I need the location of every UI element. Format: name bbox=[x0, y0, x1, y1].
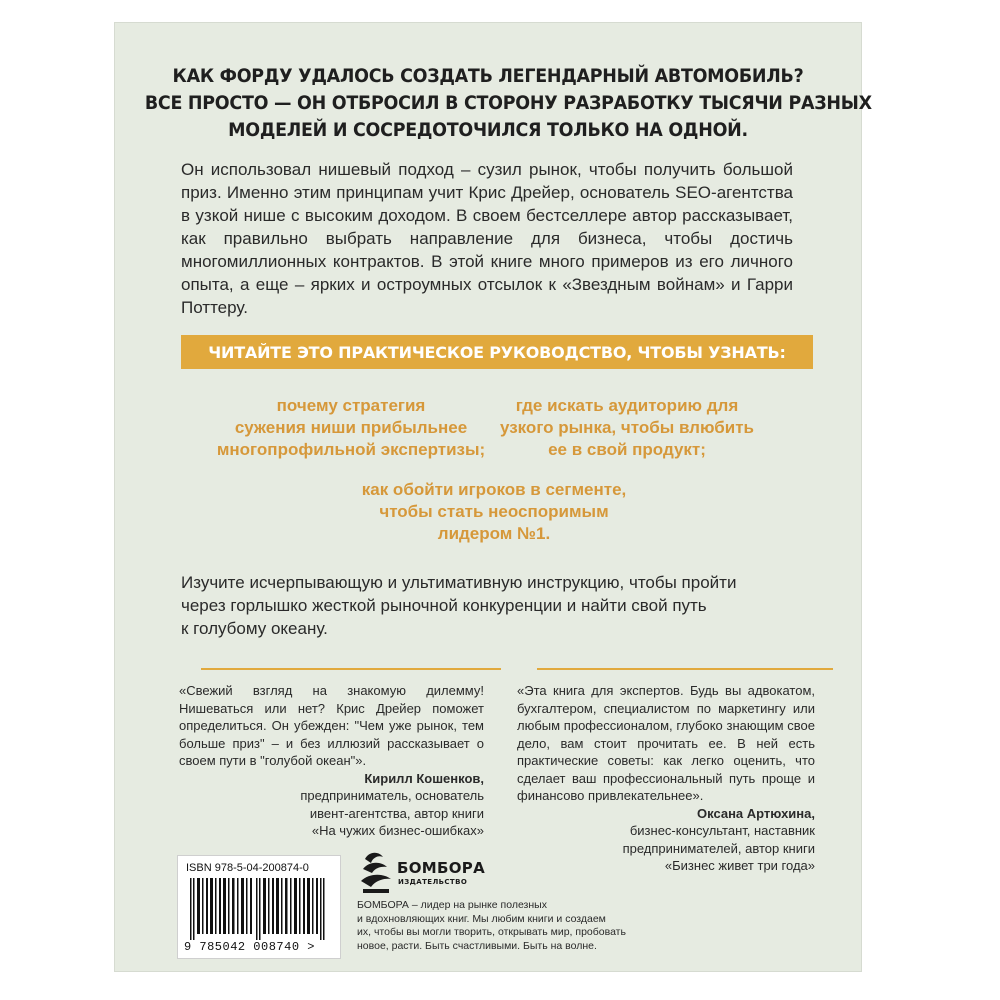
key-point-line: почему стратегия bbox=[276, 396, 426, 415]
key-point-line: чтобы стать неоспоримым bbox=[379, 502, 609, 521]
review-author: Кирилл Кошенков, bbox=[364, 770, 484, 786]
role-line: предпринимателей, автор книги bbox=[622, 840, 815, 856]
role-line: ивент-агентства, автор книги bbox=[309, 805, 484, 821]
headline-line: КАК ФОРДУ УДАЛОСЬ СОЗДАТЬ ЛЕГЕНДАРНЫЙ АВТОМОБИЛЬ? bbox=[172, 65, 804, 87]
review bbox=[179, 682, 484, 840]
role-line: предприниматель, основатель bbox=[300, 788, 484, 803]
intro-paragraph: Он использовал нишевый подход – сузил рынок, чтобы получить большой приз. Именно этим принципам учит Крис Дрейер, основатель SEO-агентства в узкой нише с высоким доходом. В своем бестселлере автор рассказывает, как правильно выбрать направление для бизнеса, чтобы достичь многомиллионных контрактов. В этой книге много примеров из его личного опыта, а еще – ярких и остроумных отсылок к «Звездным войнам» и Гарри Поттеру. bbox=[181, 160, 793, 317]
key-point-line: многопрофильной экспертизы; bbox=[216, 440, 486, 459]
key-point-line: ее в свой продукт; bbox=[548, 440, 706, 459]
review-author-role bbox=[179, 787, 484, 840]
outro-paragraph bbox=[181, 571, 821, 640]
banner-text: ЧИТАЙТЕ ЭТО ПРАКТИЧЕСКОЕ РУКОВОДСТВО, ЧТОБЫ УЗНАТЬ: bbox=[208, 342, 786, 362]
barcode-number: 9 785042 008740 > bbox=[184, 940, 315, 954]
review bbox=[517, 682, 815, 875]
review-author: Оксана Артюхина, bbox=[697, 805, 815, 821]
key-point-line: лидером №1. bbox=[437, 524, 551, 543]
key-point-line: где искать аудиторию для bbox=[515, 396, 739, 415]
key-point-line: как обойти игроков в сегменте, bbox=[361, 480, 627, 499]
barcode-bars bbox=[186, 878, 334, 940]
role-line: «Бизнес живет три года» bbox=[664, 858, 815, 873]
outro-line: Изучите исчерпывающую и ультимативную инструкцию, чтобы пройти bbox=[181, 573, 737, 592]
publisher-line: новое, расти. Быть счастливыми. Быть на волне. bbox=[357, 939, 597, 952]
headline-line: МОДЕЛЕЙ И СОСРЕДОТОЧИЛСЯ ТОЛЬКО НА ОДНОЙ. bbox=[228, 119, 748, 141]
publisher-line: и вдохновляющих книг. Мы любим книги и создаем bbox=[357, 912, 606, 925]
publisher-line: их, чтобы вы могли творить, открывать мир, пробовать bbox=[357, 926, 626, 938]
publisher-logo bbox=[357, 849, 497, 899]
review-author-role bbox=[517, 822, 815, 875]
headline bbox=[144, 63, 872, 144]
logo-subtitle: ИЗДАТЕЛЬСТВО bbox=[398, 878, 468, 886]
publisher-description bbox=[357, 899, 637, 953]
review-quote: «Свежий взгляд на знакомую дилемму! Нишеваться или нет? Крис Дрейер поможет определиться. Он убежден: "Чем уже рынок, тем больше приз" – и без иллюзий рассказывает о своем пути в "голубой океан"». bbox=[179, 683, 484, 768]
key-point bbox=[201, 395, 501, 461]
review-quote: «Эта книга для экспертов. Будь вы адвокатом, бухгалтером, специалистом по маркетингу или любым профессионалом, глубоко знающим свое дело, вам стоит прочитать ее. В ней есть практические советы: как легко оценить, что сделает ваш профессиональный путь проще и финансово привлекательнее». bbox=[517, 683, 815, 803]
outro-line: к голубому океану. bbox=[181, 619, 328, 638]
outro-line: через горлышко жесткой рыночной конкуренции и найти свой путь bbox=[181, 596, 707, 615]
isbn-label: ISBN 978-5-04-200874-0 bbox=[186, 862, 309, 874]
key-point-line: сужения ниши прибыльнее bbox=[234, 418, 468, 437]
role-line: бизнес-консультант, наставник bbox=[629, 823, 815, 838]
headline-line: ВСЕ ПРОСТО — ОН ОТБРОСИЛ В СТОРОНУ РАЗРАБОТКУ ТЫСЯЧИ РАЗНЫХ bbox=[144, 92, 872, 114]
highlight-banner bbox=[181, 335, 813, 369]
divider bbox=[201, 668, 501, 670]
key-point bbox=[497, 395, 757, 461]
role-line: «На чужих бизнес-ошибках» bbox=[311, 823, 484, 838]
logo-name: БОМБОРА bbox=[397, 859, 485, 877]
divider bbox=[537, 668, 833, 670]
key-point-line: узкого рынка, чтобы влюбить bbox=[499, 418, 755, 437]
key-point bbox=[329, 479, 659, 545]
barcode bbox=[177, 855, 341, 959]
publisher-line: БОМБОРА – лидер на рынке полезных bbox=[357, 899, 547, 911]
bombora-wave-icon bbox=[359, 849, 393, 895]
book-back-cover bbox=[114, 22, 872, 972]
